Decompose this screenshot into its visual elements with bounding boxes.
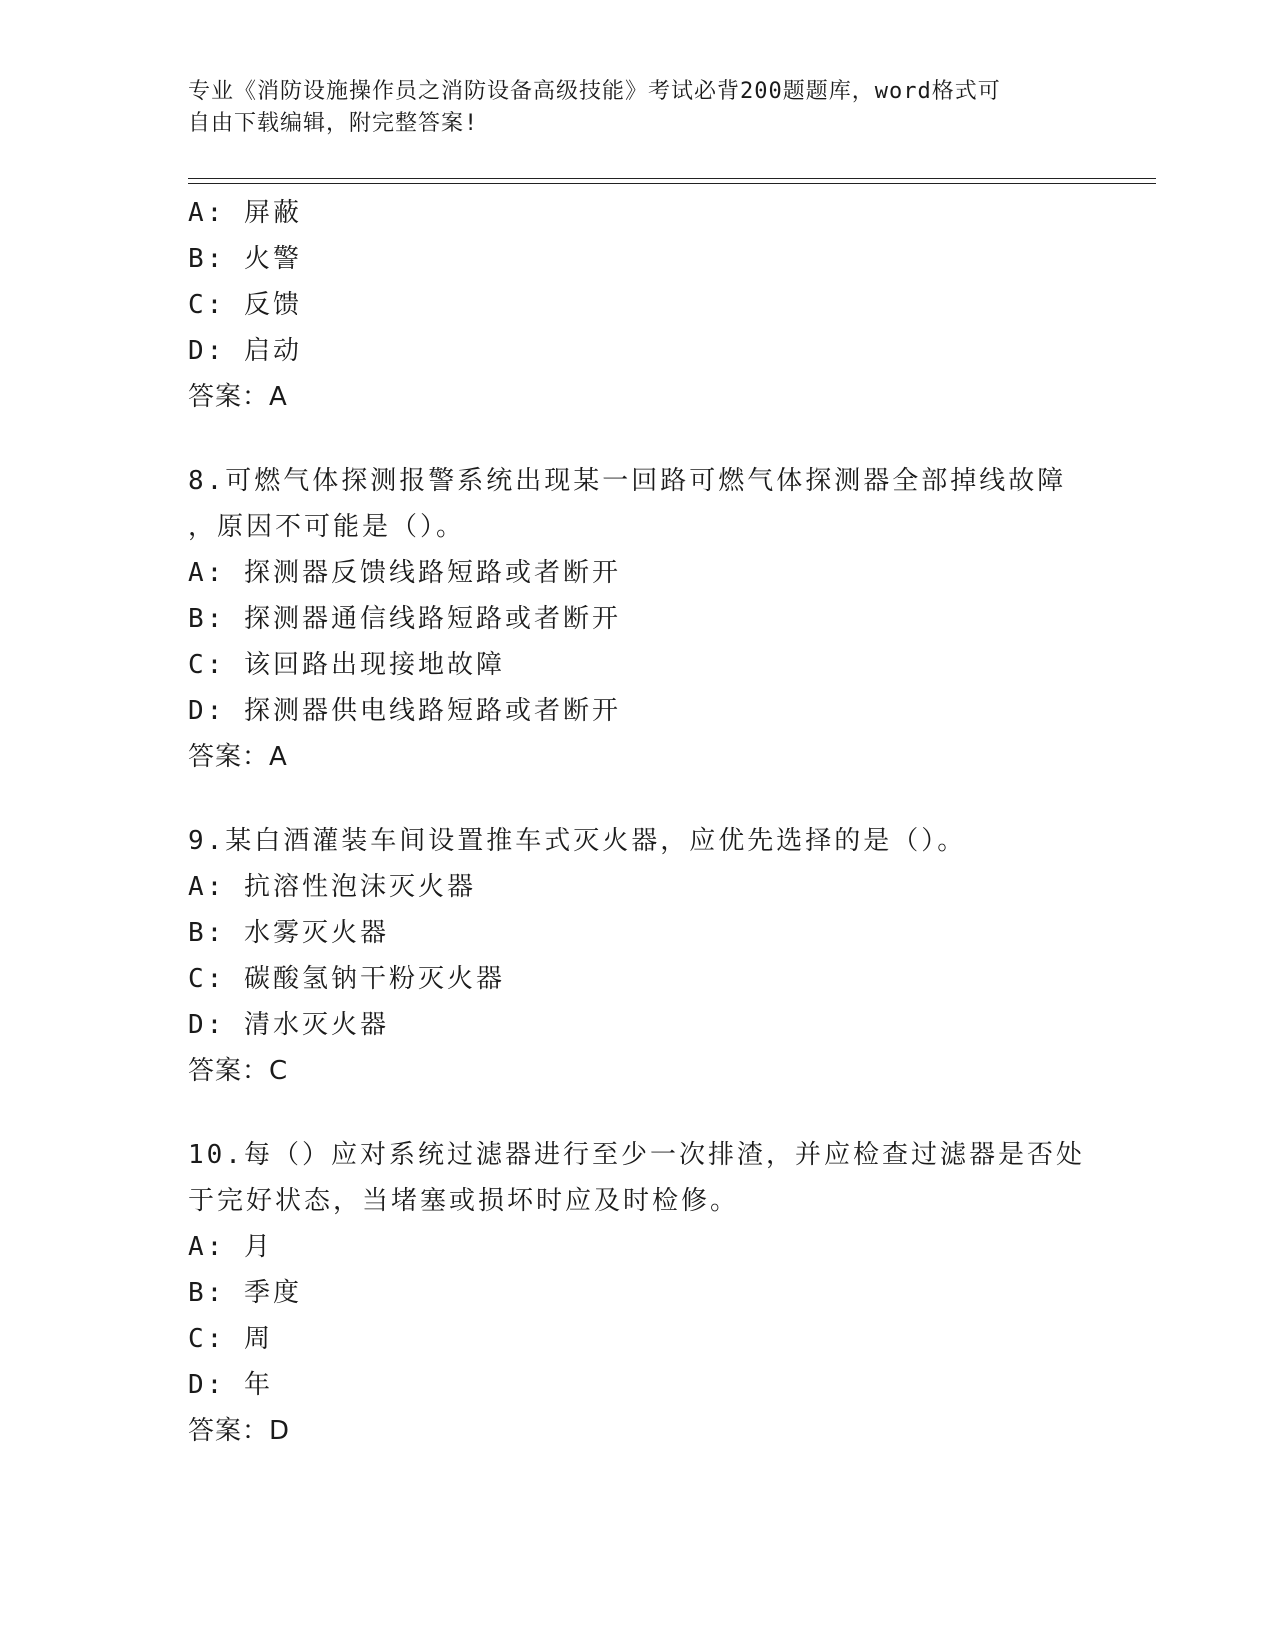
header-line-1: 专业《消防设施操作员之消防设备高级技能》考试必背200题题库，word格式可	[188, 79, 1001, 104]
option-b: B: 火警	[188, 244, 302, 274]
spacer	[188, 420, 1088, 458]
header-divider-bottom	[188, 183, 1156, 184]
option-a: A: 月	[188, 1232, 273, 1262]
option-a: A: 抗溶性泡沫灭火器	[188, 872, 476, 902]
option-d: D: 启动	[188, 336, 302, 366]
header-line-2: 自由下载编辑，附完整答案!	[188, 111, 479, 136]
answer-line: 答案：D	[188, 1416, 291, 1446]
answer-line: 答案：C	[188, 1056, 289, 1086]
question-text-line-1: 10.每（）应对系统过滤器进行至少一次排渣，并应检查过滤器是否处	[188, 1140, 1085, 1170]
spacer	[188, 1094, 1088, 1132]
question-block-10	[188, 1132, 1088, 1454]
question-block-7	[188, 190, 1088, 420]
option-b: B: 季度	[188, 1278, 302, 1308]
option-c: C: 周	[188, 1324, 273, 1354]
option-c: C: 碳酸氢钠干粉灭火器	[188, 964, 505, 994]
answer-line: 答案：A	[188, 742, 288, 772]
option-a: A: 探测器反馈线路短路或者断开	[188, 558, 621, 588]
option-b: B: 探测器通信线路短路或者断开	[188, 604, 621, 634]
option-d: D: 年	[188, 1370, 273, 1400]
option-d: D: 探测器供电线路短路或者断开	[188, 696, 621, 726]
question-text-line-1: 9.某白酒灌装车间设置推车式灭火器，应优先选择的是（）。	[188, 826, 967, 856]
question-text-line-1: 8.可燃气体探测报警系统出现某一回路可燃气体探测器全部掉线故障	[188, 466, 1067, 496]
question-block-8	[188, 458, 1088, 780]
question-list	[188, 190, 1088, 1454]
spacer	[188, 780, 1088, 818]
document-header	[188, 76, 1068, 140]
header-divider-top	[188, 178, 1156, 179]
option-c: C: 反馈	[188, 290, 302, 320]
answer-line: 答案：A	[188, 382, 288, 412]
option-d: D: 清水灭火器	[188, 1010, 389, 1040]
question-text-line-2: ，原因不可能是（）。	[188, 512, 466, 542]
option-a: A: 屏蔽	[188, 198, 302, 228]
option-b: B: 水雾灭火器	[188, 918, 389, 948]
question-text-line-2: 于完好状态，当堵塞或损坏时应及时检修。	[188, 1186, 740, 1216]
question-block-9	[188, 818, 1088, 1094]
option-c: C: 该回路出现接地故障	[188, 650, 505, 680]
